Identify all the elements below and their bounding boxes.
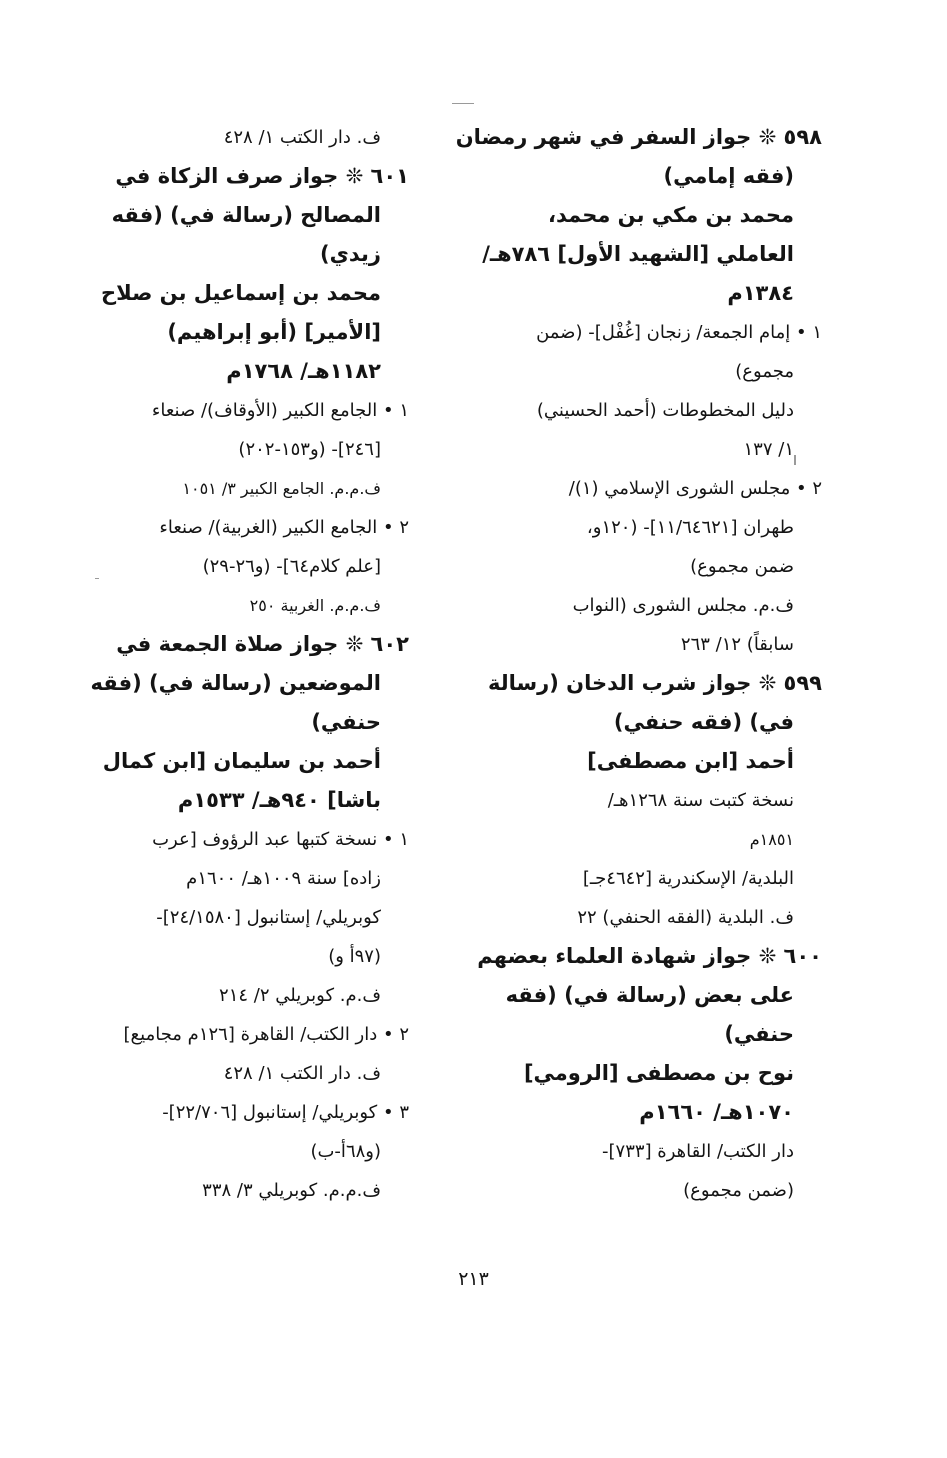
left-column-line: زاده] سنة ١٠٠٩هـ/ ١٦٠٠م xyxy=(186,868,381,889)
left-column-line: ف.م.م. الجامع الكبير ٣/ ١٠٥١ xyxy=(182,479,381,498)
page-number: ٢١٣ xyxy=(458,1268,489,1290)
right-column-line: أحمد [ابن مصطفى] xyxy=(587,749,794,773)
right-column-line: ٥٩٩ ❊ جواز شرب الدخان (رسالة xyxy=(487,671,822,695)
left-column-line: باشا] ٩٤٠هـ/ ١٥٣٣م xyxy=(177,788,381,812)
left-column-line: ٢ • الجامع الكبير (الغربية)/ صنعاء xyxy=(159,517,409,538)
right-column-line: ٦٠٠ ❊ جواز شهادة العلماء بعضهم xyxy=(477,944,822,968)
left-column-line: ٦٠١ ❊ جواز صرف الزكاة في xyxy=(115,164,409,188)
left-column-line: محمد بن إسماعيل بن صلاح xyxy=(100,281,381,305)
scan-speck xyxy=(794,455,796,465)
left-column-line: ف.م.م. كوبريلي ٣/ ٣٣٨ xyxy=(202,1180,381,1201)
left-column-line: ف. دار الكتب ١/ ٤٢٨ xyxy=(223,127,381,148)
right-column-line: ١٨٥١م xyxy=(749,830,794,849)
right-column-line: العاملي [الشهيد الأول] ٧٨٦هـ/ xyxy=(482,242,794,266)
right-column-line: ١ • إمام الجمعة/ زنجان [غُفْل]- (ضمن xyxy=(536,322,822,343)
right-column-line: ٢ • مجلس الشورى الإسلامي (١)/ xyxy=(568,478,822,499)
left-column-line: الموضعين (رسالة في) (فقه xyxy=(90,671,381,695)
right-column-line: نوح بن مصطفى [الرومي] xyxy=(523,1061,794,1085)
left-column-line: ١ • نسخة كتبها عبد الرؤوف [عرب xyxy=(152,829,409,850)
scan-speck xyxy=(452,103,474,104)
right-column-line: مجموع) xyxy=(735,361,794,382)
right-column-line: في) (فقه حنفي) xyxy=(613,710,794,734)
right-column-line: ف.م. مجلس الشورى (النواب xyxy=(572,595,794,616)
right-column-line: دار الكتب/ القاهرة [٧٣٣]- xyxy=(602,1141,794,1162)
left-column-line: [٢٤٦]- (و١٥٣-٢٠٢) xyxy=(238,439,381,460)
right-column-line: على بعض (رسالة في) (فقه xyxy=(505,983,794,1007)
left-column-line: ٢ • دار الكتب/ القاهرة [١٢٦م مجاميع] xyxy=(123,1024,409,1045)
left-column-line: زيدي) xyxy=(320,242,381,266)
left-column-line: [علم كلام٦٤]- (و٢٦-٢٩) xyxy=(202,556,381,577)
right-column-line: ١٠٧٠هـ/ ١٦٦٠م xyxy=(639,1100,794,1124)
left-column-line: (٩٧أ و) xyxy=(328,946,381,967)
left-column-line: ١١٨٢هـ/ ١٧٦٨م xyxy=(226,359,381,383)
right-column xyxy=(455,118,822,1210)
left-column-line: [الأمير] (أبو إبراهيم) xyxy=(167,320,381,344)
left-column-line: كوبريلي/ إستانبول [٢٤/١٥٨٠]- xyxy=(156,907,381,928)
left-column-line: حنفي) xyxy=(311,710,381,734)
right-column-line: حنفي) xyxy=(724,1022,794,1046)
right-column-line: ١/ ١٣٧ xyxy=(743,439,794,460)
right-column-line: نسخة كتبت سنة ١٢٦٨هـ/ xyxy=(607,790,794,811)
left-column-line: ١ • الجامع الكبير (الأوقاف)/ صنعاء xyxy=(151,400,409,421)
right-column-line: دليل المخطوطات (أحمد الحسيني) xyxy=(536,400,794,421)
left-column-line: ف.م.م. الغربية ٢٥٠ xyxy=(249,596,381,615)
right-column-line: (فقه إمامي) xyxy=(663,164,794,188)
left-column-line: ٣ • كوبريلي/ إستانبول [٢٢/٧٠٦]- xyxy=(162,1102,409,1123)
left-column-line: المصالح (رسالة في) (فقه xyxy=(111,203,381,227)
right-column-line: (ضمن مجموع) xyxy=(683,1180,794,1201)
right-column-line: البلدية/ الإسكندرية [٤٦٤٢جـ] xyxy=(582,868,794,889)
left-column-line: (و٦٨أ-ب) xyxy=(310,1141,381,1162)
left-column-line: أحمد بن سليمان [ابن كمال xyxy=(102,749,381,773)
right-column-line: طهران [١١/٦٤٦٢١]- (١٢٠و، xyxy=(586,517,794,538)
scan-speck xyxy=(95,578,99,579)
right-column-line: محمد بن مكي بن محمد، xyxy=(548,203,794,227)
left-column-line: ٦٠٢ ❊ جواز صلاة الجمعة في xyxy=(116,632,409,656)
right-column-line: ف. البلدية (الفقه الحنفي) ٢٢ xyxy=(577,907,794,928)
right-column-line: ١٣٨٤م xyxy=(727,281,794,305)
left-column-line: ف. دار الكتب ١/ ٤٢٨ xyxy=(223,1063,381,1084)
left-column-line: ف.م. كوبريلي ٢/ ٢١٤ xyxy=(219,985,381,1006)
right-column-line: ٥٩٨ ❊ جواز السفر في شهر رمضان xyxy=(455,125,822,149)
right-column-line: سابقاً) ١٢/ ٢٦٣ xyxy=(680,634,794,655)
left-column xyxy=(90,118,409,1210)
right-column-line: ضمن مجموع) xyxy=(690,556,794,577)
